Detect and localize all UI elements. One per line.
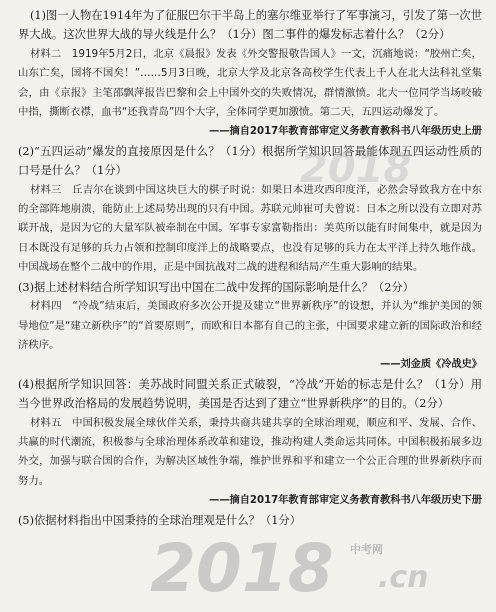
question-5: (5)依据材料指出中国秉持的全球治理观是什么？（1分） [18, 513, 302, 527]
question-4: (4)根据所学知识回答：美苏战时同盟关系正式破裂，“冷战”开始的标志是什么？（1分）用当今世界政治格局的发展趋势说明，美国是否达到了建立“世界新秩序”的目的。（2分） [18, 377, 482, 411]
watermark-domain: .cn [378, 560, 429, 595]
material-4-source: ——刘金质《冷战史》 [380, 359, 482, 371]
question-3: (3)据上述材料结合所学知识写出中国在二战中发挥的国际影响是什么？（2分） [18, 280, 414, 294]
watermark-site-name: 中考网 [350, 543, 383, 556]
watermark-logo: 2018 [300, 146, 412, 192]
material-3: 材料三 丘吉尔在谈到中国这块巨大的棋子时说：如果日本进攻西印度洋，必然会导致我方在中东的全部阵地崩溃，能防止上述局势出现的只有中国。苏联元帅崔可夫曾说：日本之所以没有立即对苏联开战，是因为它的大量军队被牵制在中国。军事专家富勒指出：美英所以能有时间集中，就是因为日本既没有足够的兵力占领和控制印度洋上的战略要点，也没有足够的兵力在太平洋上持久地作战。中国战场在整个二战中的作用，正是中国抗战对二战的进程和结局产生重大影响的结果。 [18, 183, 482, 274]
question-1: (1)图一人物在1914年为了征服巴尔干半岛上的塞尔维亚举行了军事演习，引发了第一次世界大战。这次世界大战的导火线是什么？（1分）图二事件的爆发标志着什么？（2分） [18, 9, 482, 42]
material-2-source: ——摘自2017年教育部审定义务教育教科书八年级历史上册 [209, 126, 482, 138]
material-5: 材料五 中国积极发展全球伙伴关系，秉持共商共建共享的全球治理观，顺应和平、发展、合作、共赢的时代潮流，积极参与全球治理体系改革和建设，推动构建人类命运共同体。中国积极拓展多边外交，加强与联合国的合作，为解决区域性争端，维护世界和平和建立一个公正合理的世界新秩序而努力。 [18, 416, 482, 487]
material-2: 材料二 1919年5月2日，北京《晨报》发表《外交警报敬告国人》一文，沉痛地说：“胶州亡矣，山东亡矣，国将不国矣！”……5月3日晚，北京大学及北京各高校学生代表上千人在北大法科礼堂集会，由《京报》主笔邵飘萍报告巴黎和会上中国外交的失败情况，群情激愤。北大一位同学当场咬破中指，撕断衣襟，血书“还我青岛”四个大字，全体同学更加激愤。第二天，五四运动爆发了。 [18, 47, 482, 119]
watermark-logo-large: 2018 [150, 530, 334, 607]
material-4: 材料四 “冷战”结束后，美国政府多次公开提及建立“世界新秩序”的设想，并认为“维护美国的领导地位”是“建立新秩序”的“首要原则”，而欧和日本都有自己的主张，中国要求建立新的国际政治和经济秩序。 [18, 300, 482, 351]
question-2: (2)“五四运动”爆发的直接原因是什么？（1分）根据所学知识回答最能体现五四运动性质的口号是什么？（1分） [18, 144, 482, 178]
material-5-source: ——摘自2017年教育部审定义务教育教科书八年级历史下册 [209, 495, 482, 507]
